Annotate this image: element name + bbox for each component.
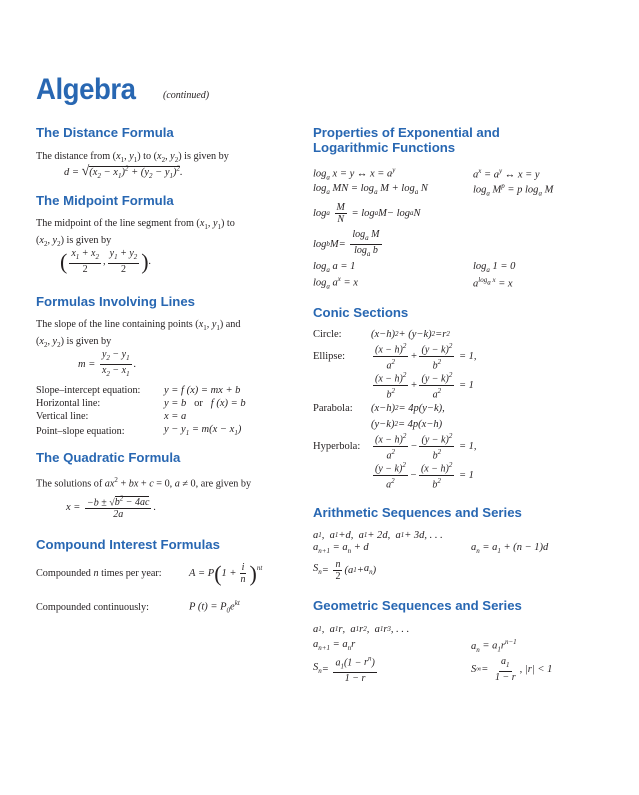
lines-table: Slope–intercept equation: y = f (x) = mx + b Horizontal line: y = b or f (x) = b Vertical line: x = a Point–slope equation: $y - y_1 = m(x - x_1)$ — [36, 385, 246, 438]
conic-rows: Circle: ( x − h ) 2 + ( y − k ) 2 = r 2 Ellipse: $\frac{(x - h)^2}{a^2}$ + $\frac{(y - k)^2}{b^2}$ = 1, $\frac{(x - h)^2}{b^2}$ + $\frac{(y - k)^2}{a^2}$ = 1 Parabola: ( x − h ) 2 = 4 p ( y − k ), ( y − k ) 2 = 4 p ( x − h ) Hyperbola: $\frac{(x - h)^2}{a^2}$ − $\frac{(y - k)^2}{b^2}$ = 1, $\frac{(y - k)^2}{a^2}$ − $\frac{(x - h)^2}{b^2}$ = 1 — [313, 328, 477, 490]
compound-label-1: Compounded continuously: — [36, 601, 149, 613]
distance-section — [36, 125, 174, 140]
page-subtitle: (continued) — [163, 90, 210, 101]
quadratic-heading: The Quadratic Formula — [36, 450, 181, 465]
explog-section — [313, 125, 500, 155]
distance-text: The distance from ($x_1$, $y_1$) to ($x_2$, $y_2$) is given by — [36, 151, 229, 165]
conic-label-ellipse: Ellipse: — [313, 350, 346, 362]
quadratic-section — [36, 450, 180, 465]
page-title: Algebra — [36, 73, 136, 106]
compound-row-1: Compounded continuously: P $(t) = P_0e^{kt}$ — [36, 599, 240, 615]
midpoint-section — [36, 193, 174, 208]
arith-section — [313, 505, 522, 520]
slope-equation: m = $\frac{y_2 - y_1}{x_2 - x_1}$ . — [78, 349, 137, 378]
conic-section — [313, 305, 408, 320]
lines-section — [36, 294, 195, 309]
quadratic-equation: x = $\frac{-b \pm √b^2 - 4ac}{2a}$ . — [66, 495, 157, 521]
compound-heading: Compound Interest Formulas — [36, 537, 220, 552]
compound-row-0: Compounded n times per year: A = P ( 1 + $\frac{i}{n}$ ) $^{nt}$ — [36, 560, 263, 586]
line-label-1: Horizontal line: — [36, 398, 101, 409]
explog-rows: $\log_a x = y$ ↔ $x = a^y$ $a^x = a^y$ ↔ x = y $\log_a$ MN = $\log_a M + \log_a N$ $\log_a M^p = p$ $\log_a M$ log a $\frac{M}{N}$ = log a M − log a N log b M = $\frac{\log_a M}{\log_a b}$ $\log_a a = 1$ $\log_a 1 = 0$ $\log_a a^x = x$ $a^{log_a x} = x$ — [313, 165, 554, 291]
explog-heading-1: Properties of Exponential and — [313, 125, 500, 140]
midpoint-equation: ( $\frac{x_1 + x_2}{2}$ , $\frac{y_1 + y_2}{2}$ ) . — [60, 248, 152, 275]
distance-equation: $d = √(x_2 - x_1)^2 + (y_2 - y_1)^2$. — [64, 164, 183, 181]
line-label-3: Point–slope equation: — [36, 426, 125, 438]
conic-label-parabola: Parabola: — [313, 402, 353, 414]
compound-section — [36, 537, 220, 552]
geo-rows: a 1 , a 1 r , a 1 r 2 , a 1 r 3 , . . . $a_{n+1} = a_nr$ $a_n = a_1r^{n-1}$ $S_n$ = $\frac{a_1(1 - r^n)}{1 - r}$ S ∞ = $\frac{a_1}{1 - r}$ , | r | < 1 — [313, 623, 553, 685]
conic-heading: Conic Sections — [313, 305, 409, 320]
quadratic-text: The solutions of $ax^2$ + bx + c = 0, a ≠ 0, are given by — [36, 476, 252, 490]
midpoint-text: The midpoint of the line segment from ($x_1$, $y_1$) to ($x_2$, $y_2$) is given by — [36, 218, 235, 249]
geo-heading: Geometric Sequences and Series — [313, 598, 522, 613]
lines-heading: Formulas Involving Lines — [36, 294, 196, 309]
conic-label-hyperbola: Hyperbola: — [313, 440, 361, 452]
lines-text: The slope of the line containing points ($x_1$, $y_1$) and ($x_2$, $y_2$) is given by — [36, 319, 241, 350]
line-label-0: Slope–intercept equation: — [36, 385, 141, 396]
midpoint-heading: The Midpoint Formula — [36, 193, 174, 208]
line-label-2: Vertical line: — [36, 411, 89, 422]
arith-heading: Arithmetic Sequences and Series — [313, 505, 522, 520]
arith-rows: a 1 , a 1 + d , a 1 + 2 d , a 1 + 3 d , . . . $a_{n+1} = a_n + d$ $a_n = a_1 + (n - 1)d$ $S_n$ = $\frac{n}{2}$ ( a 1 + $a_n$ ) — [313, 529, 549, 582]
explog-heading-2: Logarithmic Functions — [313, 140, 456, 155]
geo-section — [313, 598, 522, 613]
distance-heading: The Distance Formula — [36, 125, 174, 140]
conic-label-circle: Circle: — [313, 328, 342, 340]
